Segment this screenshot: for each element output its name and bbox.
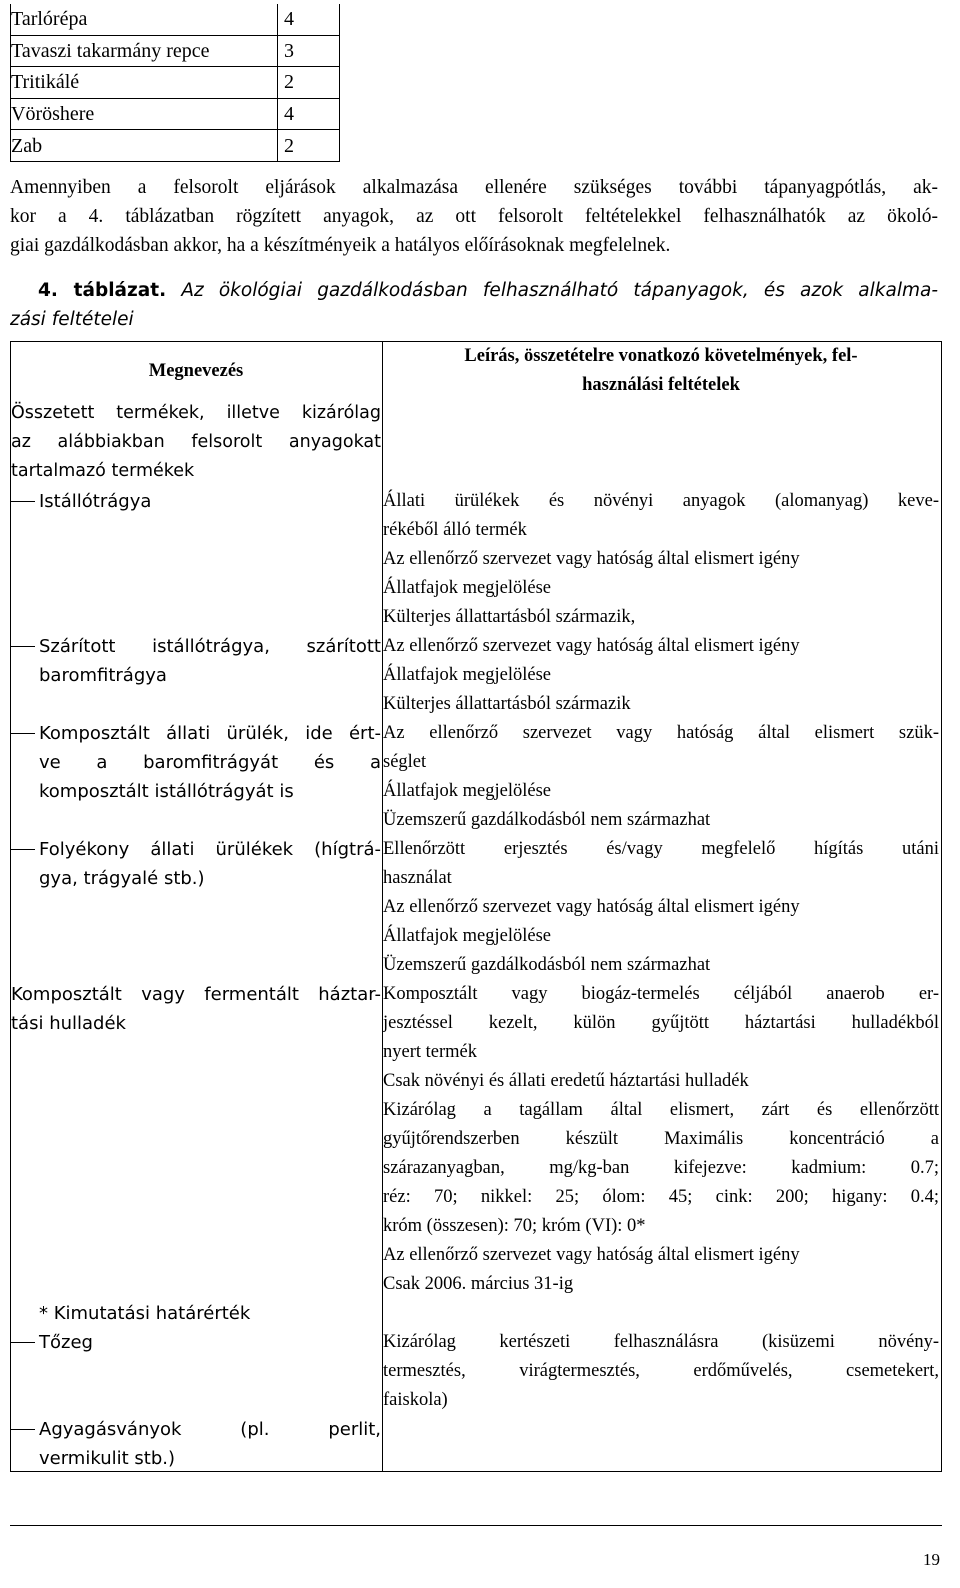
row-description: Állati ürülékek és növényi anyagok (alomanyag) keve- rékéből álló termék Az ellenőrző szervezet vagy hatóság által elismert igény Állatfajok megjelölése Külterjes állattartásból származik,: [383, 491, 939, 627]
row-description: Az ellenőrző szervezet vagy hatóság által elismert szük- séglet Állatfajok megjelölése Üzemszerű gazdálkodásból nem származhat: [383, 723, 939, 830]
row-name: Folyékony állati ürülékek (hígtrá- gya, trágyalé stb.): [39, 839, 381, 889]
row-name: * Kimutatási határérték: [39, 1303, 251, 1324]
footer-rule: [10, 1525, 942, 1526]
crop-row: [11, 130, 340, 162]
row-dash: [11, 849, 35, 850]
intro-line: giai gazdálkodásban akkor, ha a készítményeik a hatályos előírásoknak megfelelnek.: [10, 235, 671, 256]
row-description: Kizárólag kertészeti felhasználásra (kisüzemi növény- termesztés, virágtermesztés, erdőművelés, csemetekert, faiskola): [383, 1332, 939, 1410]
row-name: Komposztált vagy fermentált háztar- tási hulladék: [11, 984, 381, 1034]
header-left: Megnevezés: [148, 361, 244, 381]
row-name: Agyagásványok (pl. perlit, vermikulit stb.): [39, 1419, 381, 1469]
crop-value: 4: [278, 98, 340, 130]
page-number: 19: [923, 1550, 940, 1569]
row-name: Istállótrágya: [39, 491, 152, 512]
crop-name: Vöröshere: [11, 98, 278, 130]
table-caption-text: Az ökológiai gazdálkodásban felhasználható tápanyagok, és azok alkalma-: [181, 280, 939, 301]
crop-row: [11, 98, 340, 130]
row-name: Tőzeg: [39, 1332, 93, 1353]
row-dash: [11, 1342, 35, 1343]
nutrient-table: [10, 341, 942, 1472]
crop-row: [11, 67, 340, 99]
row-dash: [11, 501, 35, 502]
table-caption: [10, 276, 938, 334]
crop-row: [11, 35, 340, 67]
crop-row: [11, 4, 340, 35]
row-description: Ellenőrzött erjesztés és/vagy megfelelő hígítás utáni használat Az ellenőrző szervezet vagy hatóság által elismert igény Állatfajok megjelölése Üzemszerű gazdálkodásból nem származhat: [383, 839, 939, 975]
crop-name: Zab: [11, 130, 278, 162]
row-dash: [11, 646, 35, 647]
crop-value: 2: [278, 67, 340, 99]
header-right: Leírás, összetételre vonatkozó követelmények, fel- használási feltételek: [464, 346, 858, 395]
crop-name: Tritikálé: [11, 67, 278, 99]
crop-value: 4: [278, 4, 340, 35]
table-caption-number: 4. táblázat.: [38, 280, 167, 301]
row-dash: [11, 1429, 35, 1430]
row-description: Az ellenőrző szervezet vagy hatóság által elismert igény Állatfajok megjelölése Külterjes állattartásból származik: [383, 636, 800, 714]
crop-value: 3: [278, 35, 340, 67]
crop-name: Tavaszi takarmány repce: [11, 35, 278, 67]
intro-line: Amennyiben a felsorolt eljárások alkalmazása ellenére szükséges további tápanyagpótlás, ak-: [10, 177, 938, 198]
crop-value: 2: [278, 130, 340, 162]
row-description: Komposztált vagy biogáz-termelés céljából anaerob er- jesztéssel kezelt, külön gyűjtött háztartási hulladékból nyert termék Csak növényi és állati eredetű háztartási hulladék Kizárólag a tagállam által elismert, zárt és ellenőrzött gyűjtőrendszerben készült Maximális koncentráció a szárazanyagban, mg/kg-ban kifejezve: kadmium: 0.7; réz: 70; nikkel: 25; ólom: 45; cink: 200; higany: 0.4; króm (összesen): 70; króm (VI): 0* Az ellenőrző szervezet vagy hatóság által elismert igény Csak 2006. március 31-ig: [383, 984, 939, 1294]
row-name: Komposztált állati ürülék, ide ért- ve a baromfitrágyát és a komposztált istállótrágyát is: [39, 723, 381, 802]
intro-paragraph: [10, 173, 938, 260]
row-name: Szárított istállótrágya, szárított baromfitrágya: [39, 636, 381, 686]
table-caption-text-2: zási feltételei: [10, 309, 134, 330]
intro-line: kor a 4. táblázatban rögzített anyagok, az ott felsorolt feltételekkel felhasználhatók az ökoló-: [10, 206, 938, 227]
group-label: Összetett termékek, illetve kizárólag az alábbiakban felsorolt anyagokat tartalmazó termékek: [11, 403, 381, 481]
crop-name: Tarlórépa: [11, 4, 278, 35]
crop-value-table: [10, 4, 340, 162]
row-dash: [11, 733, 35, 734]
